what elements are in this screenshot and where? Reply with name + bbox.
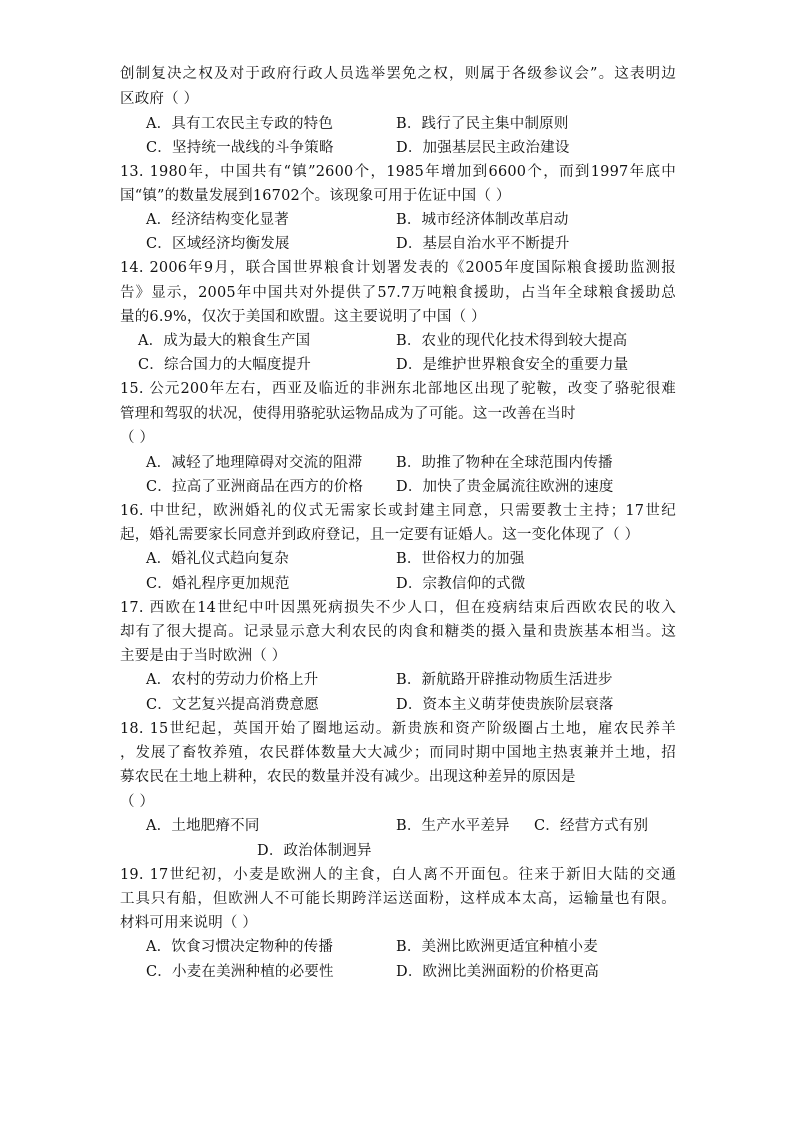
- answer-blank: （ ）: [120, 430, 155, 446]
- option-b: B．践行了民主集中制原则: [396, 116, 569, 132]
- question-18-text: 募农民在土地上耕种，农民的数量并没有减少。出现这种差异的原因是: [120, 769, 576, 785]
- question-16-text: 16. 中世纪，欧洲婚礼的仪式无需家长或封建主同意，只需要教士主持；17世纪: [120, 503, 676, 519]
- question-17-text: 却有了很大提高。记录显示意大利农民的肉食和糖类的摄入量和贵族基本相当。这: [120, 624, 676, 640]
- question-text-line: 区政府（ ）: [120, 91, 199, 107]
- option-c: C．小麦在美洲种植的必要性: [146, 964, 334, 980]
- option-a: A．具有工农民主专政的特色: [146, 116, 334, 132]
- option-b: B．世俗权力的加强: [396, 551, 525, 567]
- option-b: B．生产水平差异: [396, 818, 510, 834]
- option-d: D．宗教信仰的式微: [396, 576, 526, 592]
- question-18-text: ，发展了畜牧养殖，农民群体数量大大减少；而同时期中国地主热衷兼并土地，招: [120, 745, 676, 761]
- question-text-line: 创制复决之权及对于政府行政人员选举罢免之权，则属于各级参议会”。这表明边: [120, 66, 676, 82]
- option-d: D．加强基层民主政治建设: [396, 140, 570, 156]
- option-c: C．文艺复兴提高消费意愿: [146, 697, 319, 713]
- question-15-text: 15. 公元200年左右，西亚及临近的非洲东北部地区出现了驼鞍，改变了骆驼很难: [120, 381, 676, 397]
- question-19-text: 工具只有船，但欧洲人不可能长期跨洋运送面粉，这样成本太高，运输量也有限。: [120, 891, 676, 907]
- option-c: C．婚礼程序更加规范: [146, 576, 290, 592]
- option-b: B．农业的现代化技术得到较大提高: [396, 333, 628, 349]
- option-a: A．成为最大的粮食生产国: [138, 333, 311, 349]
- option-c: C．区域经济均衡发展: [146, 236, 290, 252]
- option-b: B．城市经济体制改革启动: [396, 212, 569, 228]
- question-19-text: 19. 17世纪初，小麦是欧洲人的主食，白人离不开面包。往来于新旧大陆的交通: [120, 867, 676, 883]
- question-18-text: 18. 15世纪起，英国开始了圈地运动。新贵族和资产阶级圈占土地，雇农民养羊: [120, 721, 676, 737]
- option-c: C．经营方式有别: [534, 818, 649, 834]
- question-13-text: 13. 1980年，中国共有“镇”2600个，1985年增加到6600个，而到1997年底中: [120, 164, 676, 180]
- question-19-text: 材料可用来说明（ ）: [120, 915, 258, 931]
- option-c: C．拉高了亚洲商品在西方的价格: [146, 479, 364, 495]
- question-13-text: 国“镇”的数量发展到16702个。该现象可用于佐证中国（ ）: [120, 188, 511, 204]
- option-d: D．是维护世界粮食安全的重要力量: [396, 357, 629, 373]
- option-b: B．美洲比欧洲更适宜种植小麦: [396, 939, 598, 955]
- option-d: D．欧洲比美洲面粉的价格更高: [396, 964, 599, 980]
- option-b: B．新航路开辟推动物质生活进步: [396, 672, 613, 688]
- option-d: D．加快了贵金属流往欧洲的速度: [396, 479, 614, 495]
- question-17-text: 17. 西欧在14世纪中叶因黑死病损失不少人口，但在疫病结束后西欧农民的收入: [120, 600, 676, 616]
- option-a: A．婚礼仪式趋向复杂: [146, 551, 289, 567]
- option-a: A．饮食习惯决定物种的传播: [146, 939, 334, 955]
- question-14-text: 量的6.9%，仅次于美国和欧盟。这主要说明了中国（ ）: [120, 309, 486, 325]
- answer-blank: （ ）: [120, 794, 155, 810]
- option-a: A．减轻了地理障碍对交流的阻滞: [146, 455, 363, 471]
- option-a: A．经济结构变化显著: [146, 212, 289, 228]
- option-a: A．农村的劳动力价格上升: [146, 672, 319, 688]
- option-c: C．坚持统一战线的斗争策略: [146, 140, 334, 156]
- option-b: B．助推了物种在全球范围内传播: [396, 455, 613, 471]
- option-d: D．资本主义萌芽使贵族阶层衰落: [396, 697, 614, 713]
- option-d: D．政治体制迥异: [257, 843, 372, 859]
- question-14-text: 告》显示，2005年中国共对外提供了57.7万吨粮食援助，占当年全球粮食援助总: [120, 285, 676, 301]
- option-a: A．土地肥瘠不同: [146, 818, 260, 834]
- question-14-text: 14. 2006年9月，联合国世界粮食计划署发表的《2005年度国际粮食援助监测报: [120, 260, 676, 276]
- question-17-text: 主要是由于当时欧洲（ ）: [120, 648, 287, 664]
- question-15-text: 管理和驾驭的状况，使得用骆驼驮运物品成为了可能。这一改善在当时: [120, 406, 576, 422]
- option-d: D．基层自治水平不断提升: [396, 236, 570, 252]
- option-c: C．综合国力的大幅度提升: [138, 357, 311, 373]
- question-16-text: 起，婚礼需要家长同意并到政府登记，且一定要有证婚人。这一变化体现了（ ）: [120, 527, 640, 543]
